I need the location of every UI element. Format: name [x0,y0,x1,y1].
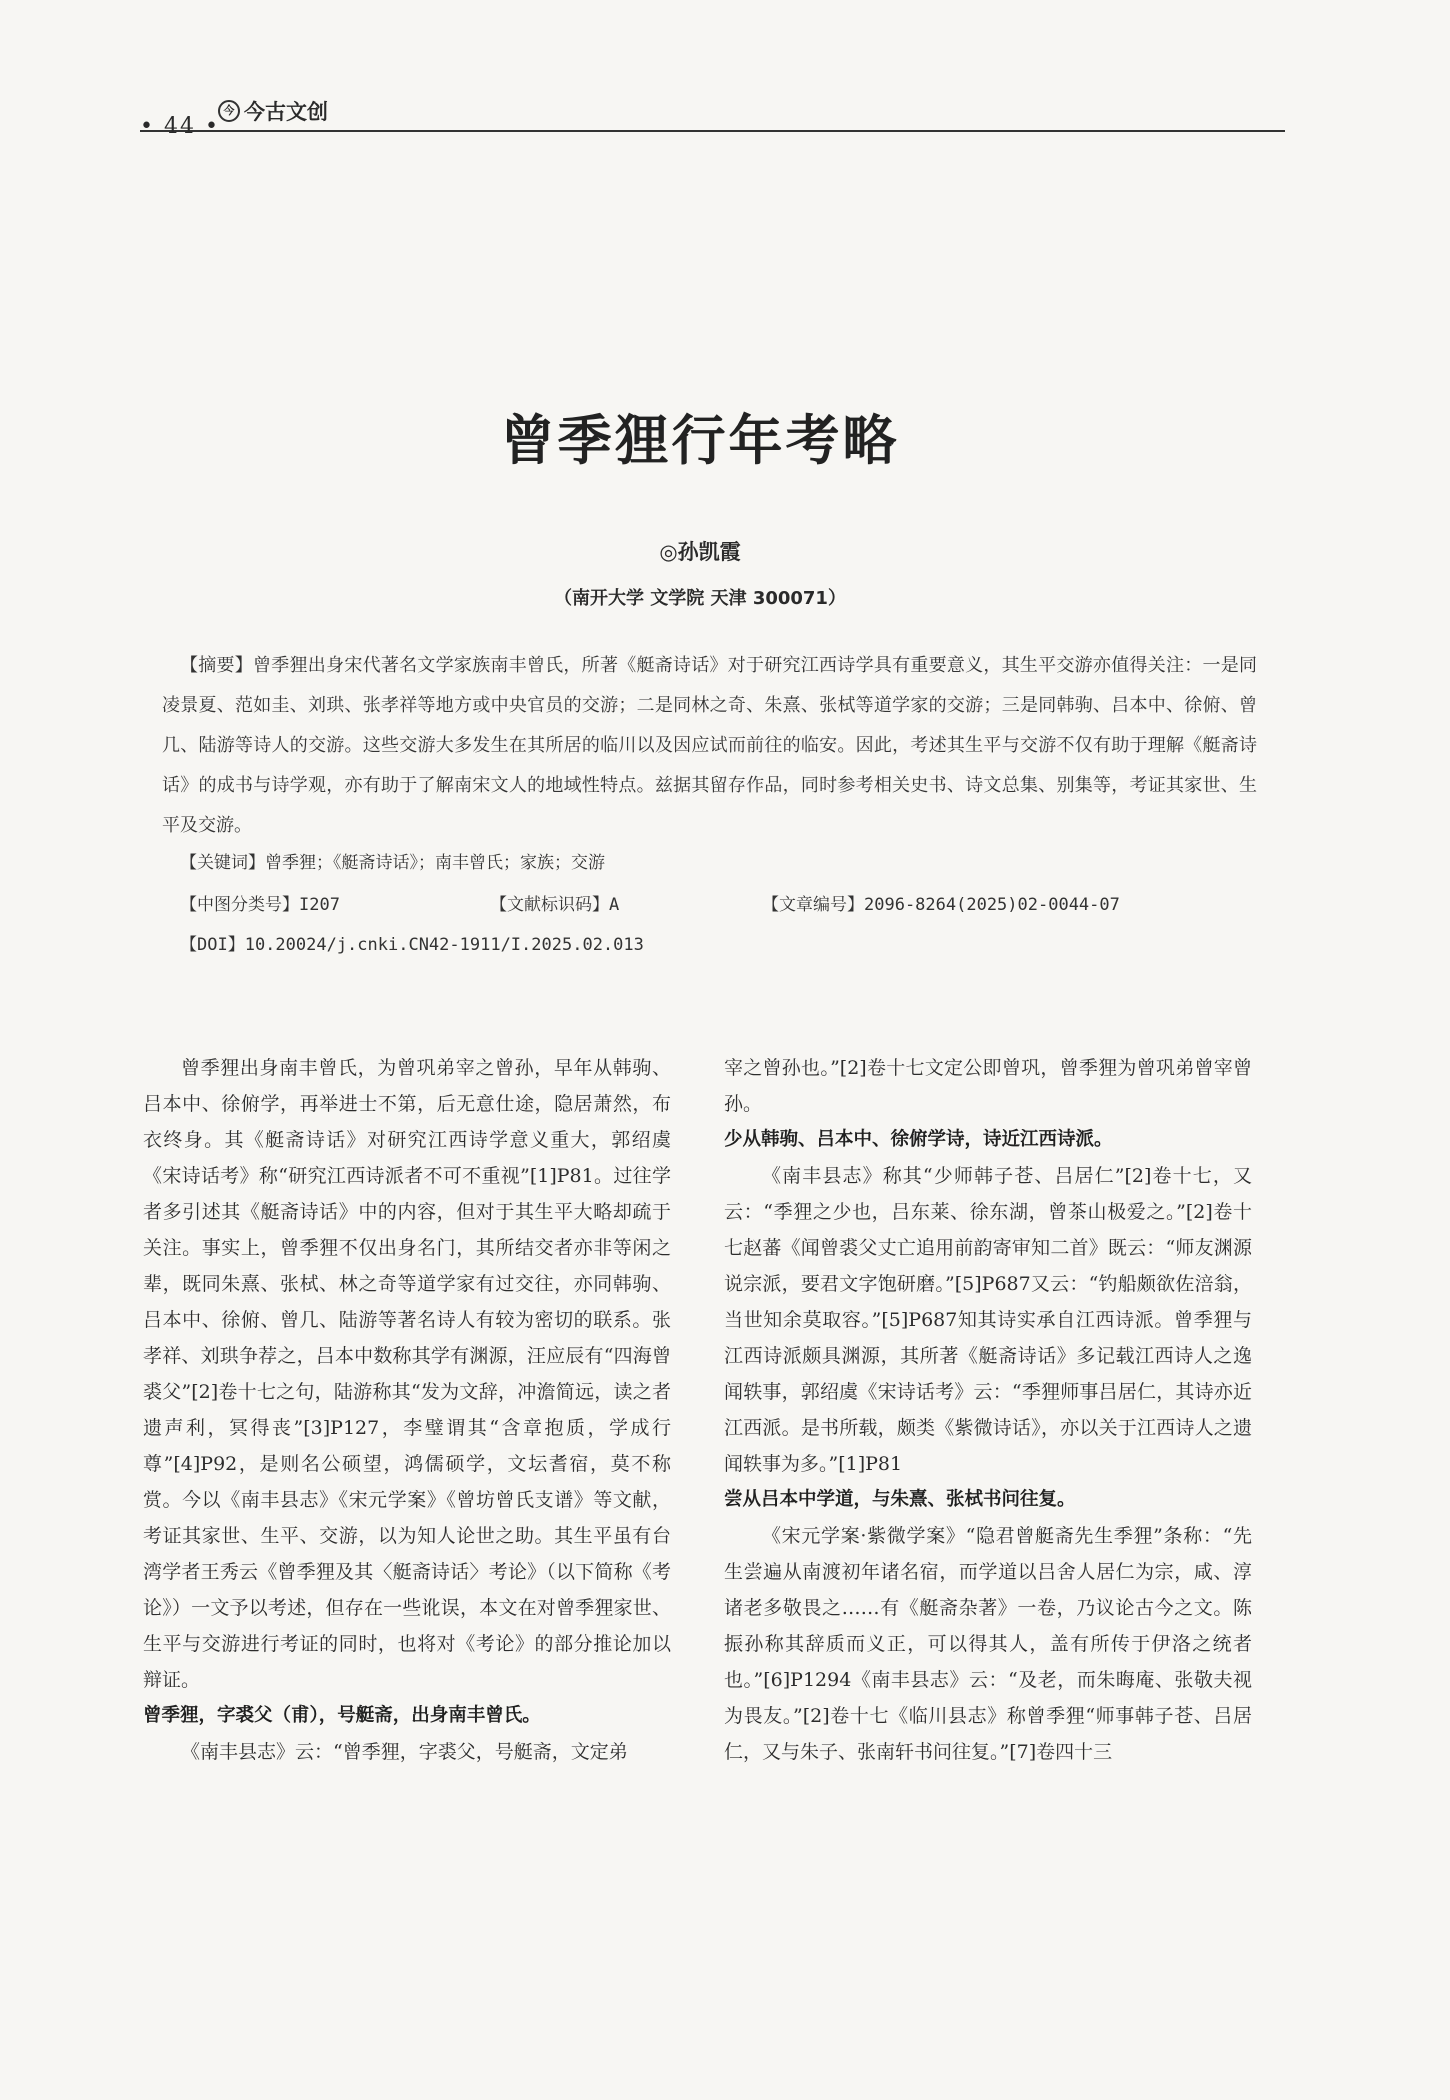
author-affiliation: （南开大学 文学院 天津 300071） [554,588,846,609]
abstract: 【摘要】曾季狸出身宋代著名文学家族南丰曾氏，所著《艇斋诗话》对于研究江西诗学具有重要意义，其生平交游亦值得关注：一是同凌景夏、范如圭、刘珙、张孝祥等地方或中央官员的交游；二是同林之奇、朱熹、张栻等道学家的交游；三是同韩驹、吕本中、徐俯、曾几、陆游等诗人的交游。这些交游大多发生在其所居的临川以及因应试而前往的临安。因此，考述其生平与交游不仅有助于理解《艇斋诗话》的成书与诗学观，亦有助于了解南宋文人的地域性特点。兹据其留存作品，同时参考相关史书、诗文总集、别集等，考证其家世、生平及交游。 [162,655,1257,836]
body-paragraph: 《南丰县志》云：“曾季狸，字裘父，号艇斋，文定弟 [181,1741,628,1763]
body-column-left [143,1050,671,1770]
body-paragraph: 《宋元学案·紫微学案》“隐君曾艇斋先生季狸”条称：“先生尝遍从南渡初年诸名宿，而学道以吕舍人居仁为宗，咸、淳诸老多敬畏之……有《艇斋杂著》一卷，乃议论古今之文。陈振孙称其辞质而义正，可以得其人，盖有所传于伊洛之统者也。”[6]P1294《南丰县志》云：“及老，而朱晦庵、张敬夫视为畏友。”[2]卷十七《临川县志》称曾季狸“师事韩子苍、吕居仁，又与朱子、张南轩书问往复。”[7]卷四十三 [724,1525,1252,1763]
document-code: 【文献标识码】A [490,895,620,915]
page-number: • 44 • [140,114,220,139]
doi: 【DOI】10.20024/j.cnki.CN42-1911/I.2025.02.013 [180,935,644,955]
clc-number: 【中图分类号】I207 [180,895,340,915]
body-column-right [724,1050,1252,1770]
body-paragraph: 《南丰县志》称其“少师韩子苍、吕居仁”[2]卷十七，又云：“季狸之少也，吕东莱、徐东湖，曾茶山极爱之。”[2]卷十七赵蕃《闻曾裘父丈亡追用前韵寄审知二首》既云：“师友渊源说宗派，要君文字饱研磨。”[5]P687又云：“钓船颇欲佐涪翁，当世知余莫取容。”[5]P687知其诗实承自江西诗派。曾季狸与江西诗派颇具渊源，其所著《艇斋诗话》多记载江西诗人之逸闻轶事，郭绍虞《宋诗话考》云：“季狸师事吕居仁，其诗亦近江西派。是书所载，颇类《紫微诗话》，亦以关于江西诗人之遗闻轶事为多。”[1]P81 [724,1165,1252,1475]
journal-logo-icon: 今 [218,100,240,122]
article-number: 【文章编号】2096-8264(2025)02-0044-07 [762,895,1120,915]
article-author: ◎孙凯霞 [659,540,741,564]
running-header [140,98,1285,139]
article-title: 曾季狸行年考略 [500,409,900,472]
journal-name [218,96,328,126]
section-heading: 曾季狸，字裘父（甫），号艇斋，出身南丰曾氏。 [143,1705,541,1726]
body-paragraph: 宰之曾孙也。”[2]卷十七文定公即曾巩，曾季狸为曾巩弟曾宰曾孙。 [724,1057,1252,1115]
section-heading: 尝从吕本中学道，与朱熹、张栻书问往复。 [724,1489,1076,1510]
journal-title: 今古文创 [244,100,328,124]
section-heading: 少从韩驹、吕本中、徐俯学诗，诗近江西诗派。 [724,1129,1113,1150]
body-paragraph: 曾季狸出身南丰曾氏，为曾巩弟宰之曾孙，早年从韩驹、吕本中、徐俯学，再举进士不第，后无意仕途，隐居萧然，布衣终身。其《艇斋诗话》对研究江西诗学意义重大，郭绍虞《宋诗话考》称“研究江西诗派者不可不重视”[1]P81。过往学者多引述其《艇斋诗话》中的内容，但对于其生平大略却疏于关注。事实上，曾季狸不仅出身名门，其所结交者亦非等闲之辈，既同朱熹、张栻、林之奇等道学家有过交往，亦同韩驹、吕本中、徐俯、曾几、陆游等著名诗人有较为密切的联系。张孝祥、刘珙争荐之，吕本中数称其学有渊源，汪应辰有“四海曾裘父”[2]卷十七之句，陆游称其“发为文辞，冲澹简远，读之者遗声利，冥得丧”[3]P127，李璧谓其“含章抱质，学成行尊”[4]P92，是则名公硕望，鸿儒硕学，文坛耆宿，莫不称赏。今以《南丰县志》《宋元学案》《曾坊曾氏支谱》等文献，考证其家世、生平、交游，以为知人论世之助。其生平虽有台湾学者王秀云《曾季狸及其〈艇斋诗话〉考论》（以下简称《考论》）一文予以考述，但存在一些讹误，本文在对曾季狸家世、生平与交游进行考证的同时，也将对《考论》的部分推论加以辩证。 [143,1057,671,1691]
keywords: 【关键词】曾季狸；《艇斋诗话》；南丰曾氏；家族；交游 [180,853,605,873]
